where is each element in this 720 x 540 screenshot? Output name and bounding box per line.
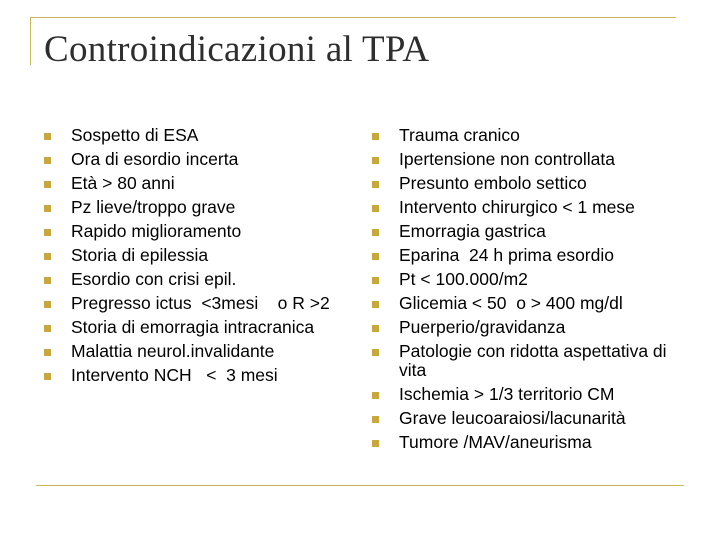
list-item: Trauma cranico xyxy=(372,126,682,145)
square-bullet-icon xyxy=(44,253,51,260)
square-bullet-icon xyxy=(44,349,51,356)
right-bullet-list xyxy=(372,126,682,457)
square-bullet-icon xyxy=(372,181,379,188)
list-item: Rapido miglioramento xyxy=(44,222,344,241)
square-bullet-icon xyxy=(372,157,379,164)
list-item: Storia di emorragia intracranica xyxy=(44,318,344,337)
square-bullet-icon xyxy=(44,205,51,212)
list-item: Sospetto di ESA xyxy=(44,126,344,145)
square-bullet-icon xyxy=(372,301,379,308)
list-item: Presunto embolo settico xyxy=(372,174,682,193)
square-bullet-icon xyxy=(372,277,379,284)
square-bullet-icon xyxy=(372,325,379,332)
square-bullet-icon xyxy=(44,277,51,284)
square-bullet-icon xyxy=(372,392,379,399)
top-divider xyxy=(30,17,676,18)
list-item: Intervento NCH < 3 mesi xyxy=(44,366,344,385)
list-item: Età > 80 anni xyxy=(44,174,344,193)
square-bullet-icon xyxy=(372,349,379,356)
square-bullet-icon xyxy=(372,229,379,236)
left-bullet-list xyxy=(44,126,344,390)
list-item: Intervento chirurgico < 1 mese xyxy=(372,198,682,217)
list-item: Patologie con ridotta aspettativa di vita xyxy=(372,342,682,380)
list-item: Eparina 24 h prima esordio xyxy=(372,246,682,265)
list-item: Glicemia < 50 o > 400 mg/dl xyxy=(372,294,682,313)
list-item: Malattia neurol.invalidante xyxy=(44,342,344,361)
list-item: Storia di epilessia xyxy=(44,246,344,265)
list-item: Ipertensione non controllata xyxy=(372,150,682,169)
list-item: Pt < 100.000/m2 xyxy=(372,270,682,289)
square-bullet-icon xyxy=(44,325,51,332)
square-bullet-icon xyxy=(372,416,379,423)
list-item: Grave leucoaraiosi/lacunarità xyxy=(372,409,682,428)
list-item: Ora di esordio incerta xyxy=(44,150,344,169)
left-accent-rule xyxy=(30,17,31,65)
list-item: Pz lieve/troppo grave xyxy=(44,198,344,217)
square-bullet-icon xyxy=(44,181,51,188)
square-bullet-icon xyxy=(44,301,51,308)
square-bullet-icon xyxy=(372,440,379,447)
list-item: Ischemia > 1/3 territorio CM xyxy=(372,385,682,404)
list-item: Esordio con crisi epil. xyxy=(44,270,344,289)
list-item: Puerperio/gravidanza xyxy=(372,318,682,337)
list-item: Emorragia gastrica xyxy=(372,222,682,241)
list-item: Tumore /MAV/aneurisma xyxy=(372,433,682,452)
square-bullet-icon xyxy=(44,373,51,380)
square-bullet-icon xyxy=(372,253,379,260)
list-item: Pregresso ictus <3mesi o R >2 xyxy=(44,294,344,313)
square-bullet-icon xyxy=(44,157,51,164)
square-bullet-icon xyxy=(44,229,51,236)
square-bullet-icon xyxy=(372,205,379,212)
bottom-divider xyxy=(36,485,684,486)
square-bullet-icon xyxy=(372,133,379,140)
slide-title: Controindicazioni al TPA xyxy=(44,29,430,70)
square-bullet-icon xyxy=(44,133,51,140)
